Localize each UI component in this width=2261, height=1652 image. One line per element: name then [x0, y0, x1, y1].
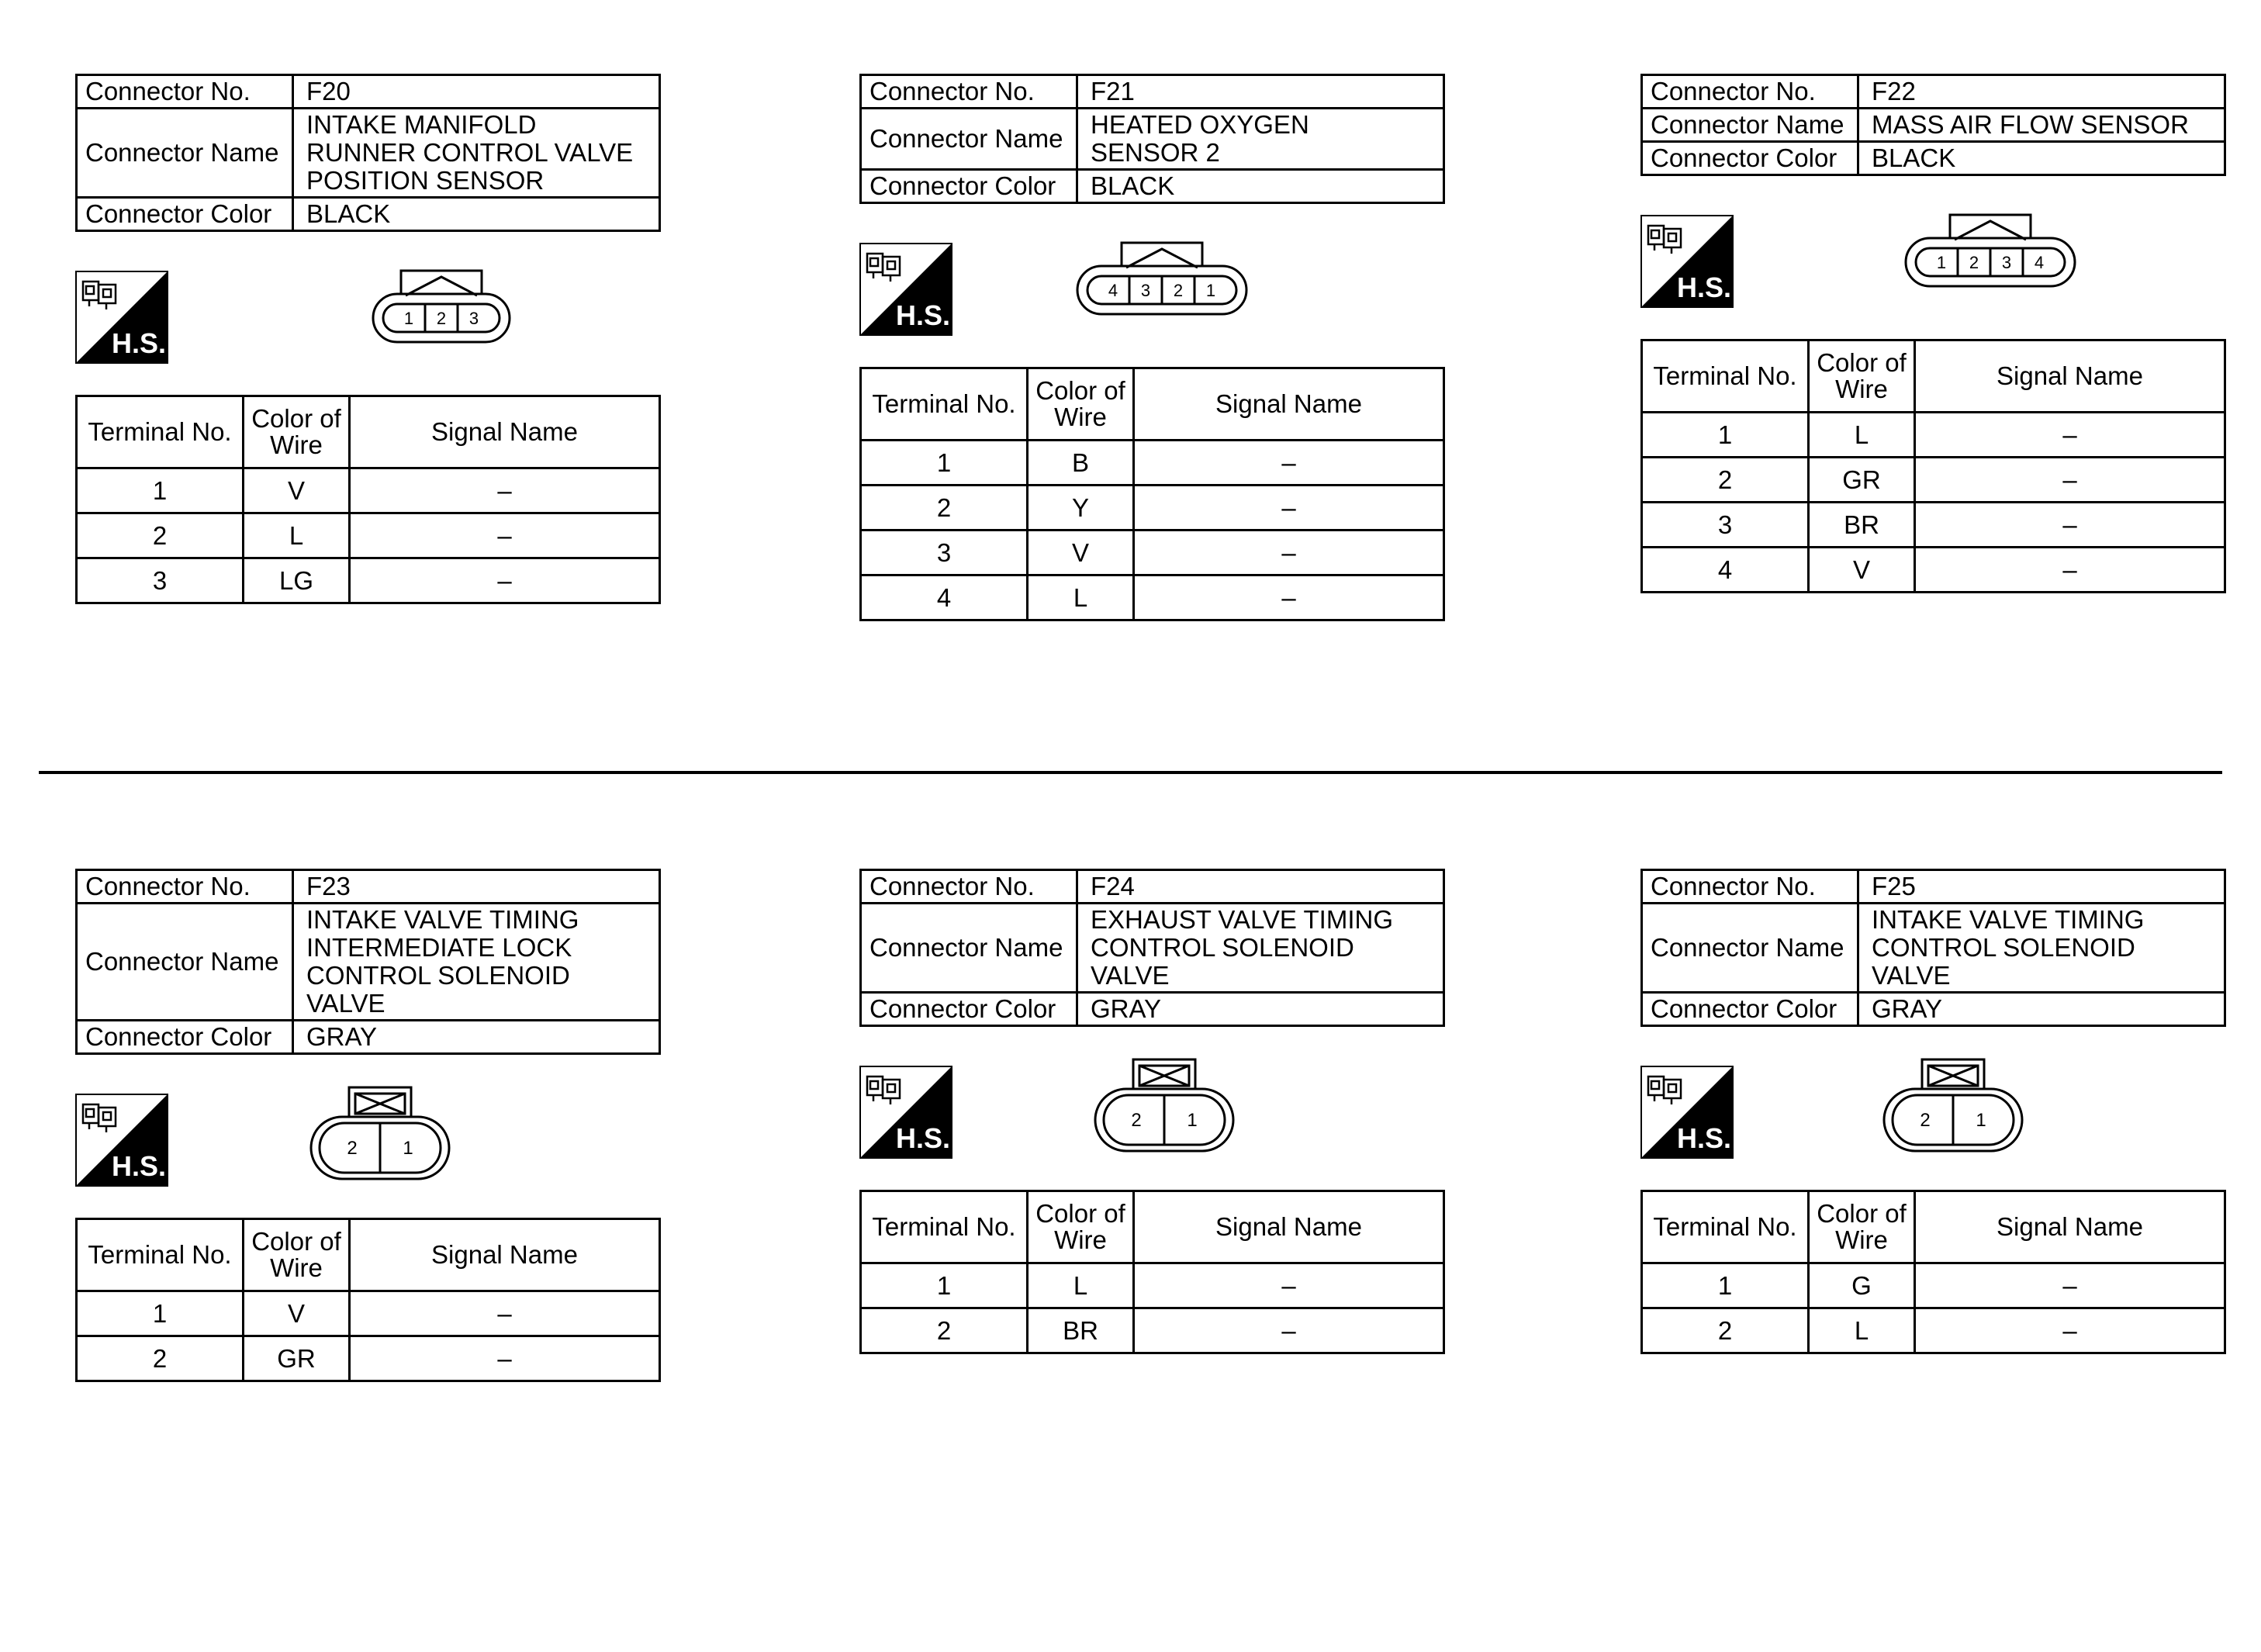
- connector-art: [859, 204, 1449, 367]
- connector-panel-f20: [75, 74, 665, 604]
- terminal-no-cell: 1: [861, 1263, 1028, 1308]
- table-row: [1642, 1308, 2225, 1353]
- connector-name-line: CONTROL SOLENOID: [1091, 933, 1354, 962]
- connector-info-table: [75, 869, 661, 1055]
- wire-color-cell: L: [1028, 1263, 1134, 1308]
- connector-name-value: [293, 109, 660, 198]
- terminal-table: [75, 1218, 661, 1382]
- connector-art: [1640, 1027, 2230, 1190]
- wire-color-cell: Y: [1028, 486, 1134, 531]
- terminal-no-header: Terminal No.: [861, 1191, 1028, 1263]
- connector-face-icon: [1903, 207, 2078, 294]
- terminal-no-cell: 4: [861, 575, 1028, 620]
- connector-name-label: Connector Name: [1642, 904, 1858, 993]
- harness-side-icon: [75, 1094, 168, 1187]
- terminal-no-cell: 3: [1642, 503, 1809, 548]
- connector-face-icon: [1881, 1058, 2025, 1159]
- pin-number: 4: [1108, 281, 1118, 300]
- connector-no-value: F22: [1858, 75, 2225, 109]
- table-row: [861, 441, 1444, 486]
- signal-name-cell: –: [1915, 1308, 2225, 1353]
- connector-name-label: Connector Name: [861, 109, 1077, 170]
- section-divider: [39, 771, 2222, 774]
- wire-color-cell: GR: [244, 1336, 350, 1381]
- table-row: [1642, 1263, 2225, 1308]
- signal-name-header: Signal Name: [1915, 340, 2225, 413]
- connector-color-label: Connector Color: [1642, 993, 1858, 1026]
- pin-number: 2: [1131, 1110, 1142, 1131]
- connector-panel-f24: [859, 869, 1449, 1354]
- terminal-no-cell: 2: [861, 1308, 1028, 1353]
- pin-number: 2: [1969, 253, 1979, 272]
- wire-color-cell: GR: [1809, 458, 1915, 503]
- terminal-table: [75, 395, 661, 604]
- connector-name-line: CONTROL SOLENOID VALVE: [306, 961, 570, 1018]
- terminal-no-cell: 2: [861, 486, 1028, 531]
- terminal-table: [859, 367, 1445, 621]
- terminal-no-cell: 3: [861, 531, 1028, 575]
- connector-color-value: BLACK: [1077, 170, 1444, 203]
- connector-no-label: Connector No.: [861, 870, 1077, 904]
- pin-number: 3: [468, 309, 479, 328]
- connector-info-table: [859, 869, 1445, 1027]
- connector-name-line: HEATED OXYGEN: [1091, 110, 1309, 139]
- terminal-table: [1640, 339, 2226, 593]
- connector-color-value: GRAY: [1858, 993, 2225, 1026]
- connector-panel-f21: [859, 74, 1449, 621]
- pin-number: 1: [1205, 281, 1216, 300]
- signal-name-header: Signal Name: [350, 1219, 660, 1291]
- pin-number: 1: [403, 1138, 413, 1159]
- harness-side-icon: [75, 271, 168, 364]
- connector-no-label: Connector No.: [77, 870, 293, 904]
- connector-name-line: EXHAUST VALVE TIMING: [1091, 905, 1393, 934]
- signal-name-cell: –: [1134, 531, 1444, 575]
- connector-no-value: F25: [1858, 870, 2225, 904]
- harness-side-icon: [859, 243, 952, 336]
- hs-label: H.S.: [111, 327, 167, 359]
- connector-info-table: [75, 74, 661, 232]
- connector-face-icon: [308, 1086, 452, 1187]
- connector-art: [75, 1055, 665, 1218]
- signal-name-cell: –: [1134, 1308, 1444, 1353]
- connector-art: [1640, 176, 2230, 339]
- table-row: [1642, 413, 2225, 458]
- connector-name-label: Connector Name: [77, 904, 293, 1021]
- terminal-no-cell: 1: [861, 441, 1028, 486]
- connector-color-label: Connector Color: [861, 993, 1077, 1026]
- wire-color-cell: L: [1809, 413, 1915, 458]
- connector-color-label: Connector Color: [861, 170, 1077, 203]
- signal-name-header: Signal Name: [1134, 1191, 1444, 1263]
- signal-name-cell: –: [1134, 441, 1444, 486]
- signal-name-cell: –: [350, 468, 660, 513]
- terminal-no-cell: 1: [77, 468, 244, 513]
- connector-art: [75, 232, 665, 395]
- connector-no-value: F21: [1077, 75, 1444, 109]
- connector-no-label: Connector No.: [77, 75, 293, 109]
- wire-color-cell: B: [1028, 441, 1134, 486]
- signal-name-cell: –: [1915, 458, 2225, 503]
- terminal-no-cell: 1: [1642, 413, 1809, 458]
- connector-color-label: Connector Color: [77, 198, 293, 231]
- signal-name-header: Signal Name: [350, 396, 660, 468]
- harness-side-icon: [1640, 1066, 1734, 1159]
- pin-number: 2: [436, 309, 447, 328]
- hs-label: H.S.: [111, 1150, 167, 1182]
- pin-number: 2: [1920, 1110, 1931, 1131]
- terminal-no-cell: 2: [1642, 1308, 1809, 1353]
- connector-face-icon: [1092, 1058, 1236, 1159]
- connector-name-line: VALVE: [1872, 961, 1951, 990]
- signal-name-cell: –: [1915, 413, 2225, 458]
- terminal-no-cell: 4: [1642, 548, 1809, 593]
- connector-name-line: INTERMEDIATE LOCK: [306, 933, 572, 962]
- terminal-no-cell: 1: [1642, 1263, 1809, 1308]
- connector-color-value: BLACK: [1858, 142, 2225, 175]
- connector-no-value: F24: [1077, 870, 1444, 904]
- pin-number: 1: [1976, 1110, 1986, 1131]
- signal-name-cell: –: [1134, 575, 1444, 620]
- connector-panel-f23: [75, 869, 665, 1382]
- pin-number: 4: [2034, 253, 2045, 272]
- connector-info-table: [1640, 869, 2226, 1027]
- table-row: [1642, 503, 2225, 548]
- connector-name-label: Connector Name: [77, 109, 293, 198]
- terminal-no-cell: 3: [77, 558, 244, 603]
- connector-name-line: CONTROL SOLENOID: [1872, 933, 2135, 962]
- table-row: [77, 468, 660, 513]
- pin-number: 3: [2001, 253, 2012, 272]
- table-row: [1642, 458, 2225, 503]
- connector-panel-f25: [1640, 869, 2230, 1354]
- connector-info-table: [859, 74, 1445, 204]
- signal-name-cell: –: [350, 558, 660, 603]
- connector-no-label: Connector No.: [861, 75, 1077, 109]
- connector-name-value: [1077, 904, 1444, 993]
- connector-no-label: Connector No.: [1642, 75, 1858, 109]
- wire-color-header: Color of Wire: [244, 1219, 350, 1291]
- pin-number: 1: [403, 309, 414, 328]
- connector-name-label: Connector Name: [1642, 109, 1858, 142]
- terminal-no-header: Terminal No.: [1642, 1191, 1809, 1263]
- table-row: [861, 486, 1444, 531]
- connector-name-value: [293, 904, 660, 1021]
- signal-name-cell: –: [1915, 548, 2225, 593]
- terminal-no-cell: 2: [77, 1336, 244, 1381]
- signal-name-cell: –: [350, 1336, 660, 1381]
- connector-name-value: [1077, 109, 1444, 170]
- table-row: [861, 575, 1444, 620]
- connector-name-line: POSITION SENSOR: [306, 166, 545, 195]
- signal-name-cell: –: [350, 1291, 660, 1336]
- connector-name-value: [1858, 109, 2225, 142]
- wire-color-cell: LG: [244, 558, 350, 603]
- table-row: [77, 558, 660, 603]
- connector-art: [859, 1027, 1449, 1190]
- table-row: [77, 513, 660, 558]
- wire-color-cell: L: [244, 513, 350, 558]
- connector-name-line: VALVE: [1091, 961, 1170, 990]
- connector-color-value: GRAY: [293, 1021, 660, 1054]
- signal-name-header: Signal Name: [1915, 1191, 2225, 1263]
- table-row: [77, 1336, 660, 1381]
- pin-number: 1: [1936, 253, 1947, 272]
- signal-name-cell: –: [1134, 1263, 1444, 1308]
- pin-number: 3: [1140, 281, 1151, 300]
- signal-name-cell: –: [1134, 486, 1444, 531]
- hs-label: H.S.: [1676, 1122, 1732, 1154]
- signal-name-header: Signal Name: [1134, 368, 1444, 441]
- connector-color-label: Connector Color: [77, 1021, 293, 1054]
- connector-face-icon: [1074, 235, 1250, 322]
- connector-name-label: Connector Name: [861, 904, 1077, 993]
- wire-color-header: Color of Wire: [1809, 1191, 1915, 1263]
- connector-no-value: F20: [293, 75, 660, 109]
- wire-color-cell: BR: [1028, 1308, 1134, 1353]
- connector-panel-f22: [1640, 74, 2230, 593]
- wire-color-cell: L: [1809, 1308, 1915, 1353]
- connector-color-value: GRAY: [1077, 993, 1444, 1026]
- connector-name-line: SENSOR 2: [1091, 138, 1220, 167]
- connector-no-label: Connector No.: [1642, 870, 1858, 904]
- terminal-no-header: Terminal No.: [77, 1219, 244, 1291]
- terminal-no-header: Terminal No.: [77, 396, 244, 468]
- connector-color-value: BLACK: [293, 198, 660, 231]
- connector-name-line: MASS AIR FLOW SENSOR: [1872, 110, 2189, 139]
- table-row: [861, 1263, 1444, 1308]
- wire-color-cell: BR: [1809, 503, 1915, 548]
- hs-label: H.S.: [895, 299, 951, 331]
- connector-name-line: RUNNER CONTROL VALVE: [306, 138, 634, 167]
- hs-label: H.S.: [1676, 271, 1732, 303]
- terminal-no-cell: 1: [77, 1291, 244, 1336]
- harness-side-icon: [859, 1066, 952, 1159]
- wire-color-cell: V: [1028, 531, 1134, 575]
- wire-color-cell: L: [1028, 575, 1134, 620]
- pin-number: 2: [347, 1138, 358, 1159]
- signal-name-cell: –: [350, 513, 660, 558]
- wire-color-header: Color of Wire: [1809, 340, 1915, 413]
- wire-color-cell: G: [1809, 1263, 1915, 1308]
- wire-color-header: Color of Wire: [1028, 1191, 1134, 1263]
- terminal-no-header: Terminal No.: [861, 368, 1028, 441]
- connector-name-value: [1858, 904, 2225, 993]
- table-row: [861, 1308, 1444, 1353]
- terminal-table: [859, 1190, 1445, 1354]
- connector-color-label: Connector Color: [1642, 142, 1858, 175]
- wire-color-cell: V: [1809, 548, 1915, 593]
- pin-number: 2: [1173, 281, 1184, 300]
- wire-color-cell: V: [244, 468, 350, 513]
- terminal-no-cell: 2: [1642, 458, 1809, 503]
- connector-name-line: INTAKE VALVE TIMING: [1872, 905, 2145, 934]
- table-row: [1642, 548, 2225, 593]
- hs-label: H.S.: [895, 1122, 951, 1154]
- terminal-no-cell: 2: [77, 513, 244, 558]
- table-row: [77, 1291, 660, 1336]
- connector-info-table: [1640, 74, 2226, 176]
- signal-name-cell: –: [1915, 1263, 2225, 1308]
- connector-name-line: INTAKE MANIFOLD: [306, 110, 537, 139]
- connector-no-value: F23: [293, 870, 660, 904]
- table-row: [861, 531, 1444, 575]
- connector-face-icon: [370, 263, 513, 350]
- wire-color-header: Color of Wire: [244, 396, 350, 468]
- connector-name-line: INTAKE VALVE TIMING: [306, 905, 579, 934]
- wire-color-cell: V: [244, 1291, 350, 1336]
- wire-color-header: Color of Wire: [1028, 368, 1134, 441]
- terminal-table: [1640, 1190, 2226, 1354]
- harness-side-icon: [1640, 215, 1734, 308]
- pin-number: 1: [1187, 1110, 1198, 1131]
- terminal-no-header: Terminal No.: [1642, 340, 1809, 413]
- signal-name-cell: –: [1915, 503, 2225, 548]
